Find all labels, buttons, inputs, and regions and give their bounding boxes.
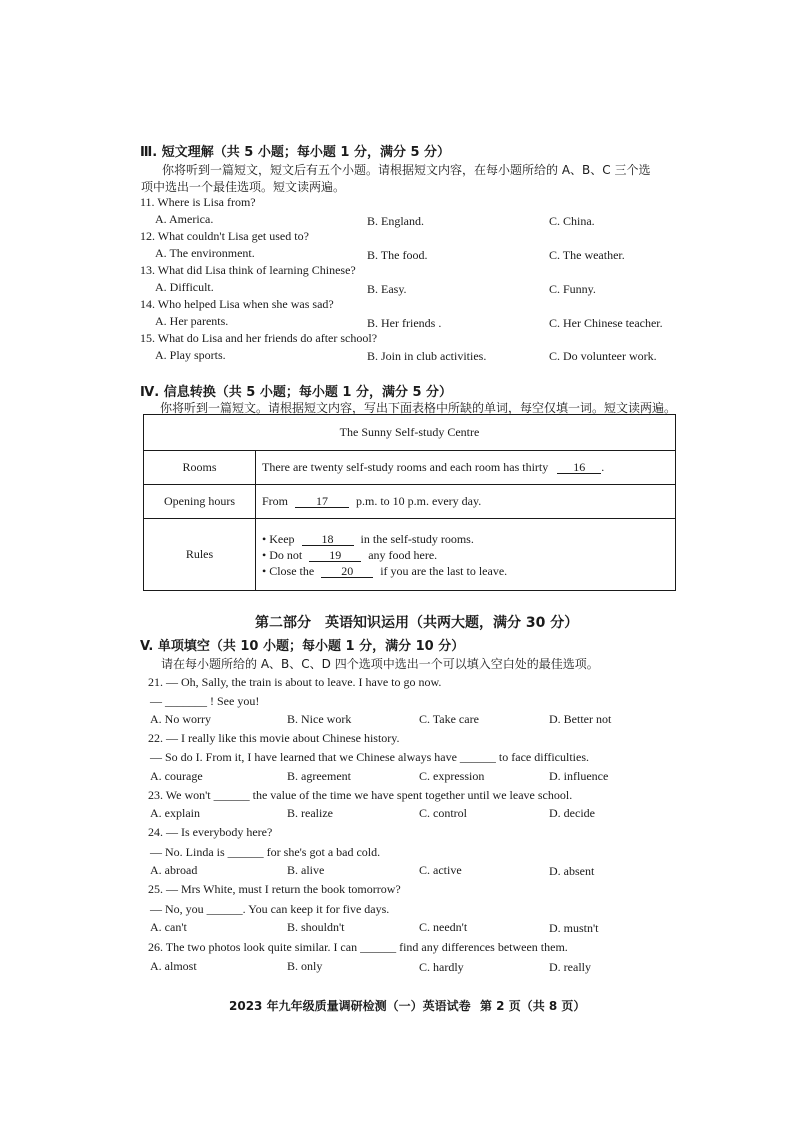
footer-page-number: 第 2 页（共 8 页） [480, 999, 586, 1013]
question-text: 15. What do Lisa and her friends do after school? [140, 331, 378, 345]
rule-3-post: if you are the last to leave. [380, 563, 508, 578]
option-a: A. Play sports. [155, 348, 226, 362]
table-title: The Sunny Self-study Centre [144, 415, 676, 451]
blank-19: 19 [309, 549, 361, 562]
option-a: A. America. [155, 212, 214, 226]
rooms-text: There are twenty self-study rooms and each room has thirty [262, 460, 549, 474]
option-d: D. Better not [549, 712, 612, 726]
option-b: B. realize [287, 806, 333, 820]
rule-3-pre: • Close the [262, 563, 315, 578]
section3-header: Ⅲ. 短文理解（共 5 小题；每小题 1 分，满分 5 分） [140, 145, 451, 160]
rule-1-pre: • Keep [262, 531, 295, 546]
option-b: B. Nice work [287, 712, 352, 726]
option-a: A. Difficult. [155, 280, 214, 294]
option-a: A. No worry [150, 712, 211, 726]
option-c: C. Do volunteer work. [549, 349, 657, 363]
question-line: — No. Linda is ______ for she's got a bad cold. [150, 845, 381, 859]
blank-17: 17 [295, 495, 349, 508]
option-a: A. almost [150, 959, 197, 973]
question-line: — So do I. From it, I have learned that we Chinese always have ______ to face difficulties. [150, 750, 589, 764]
question-line: 26. The two photos look quite similar. I can ______ find any differences between them. [148, 940, 568, 954]
question-line: 25. — Mrs White, must I return the book tomorrow? [148, 882, 401, 896]
option-d: D. absent [549, 864, 595, 878]
question-line: — _______ ! See you! [150, 694, 260, 708]
question-line: 24. — Is everybody here? [148, 825, 273, 839]
section5-instruction: 请在每小题所给的 A、B、C、D 四个选项中选出一个可以填入空白处的最佳选项。 [161, 657, 599, 671]
question-line: 23. We won't ______ the value of the time we have spent together until we leave school. [148, 788, 573, 802]
option-d: D. decide [549, 806, 595, 820]
section4-header: Ⅳ. 信息转换（共 5 小题；每小题 1 分，满分 5 分） [140, 385, 453, 400]
option-b: B. only [287, 959, 323, 973]
option-b: B. shouldn't [287, 920, 345, 934]
option-c: C. Take care [419, 712, 479, 726]
blank-18: 18 [302, 533, 354, 546]
option-a: A. explain [150, 806, 200, 820]
option-c: C. active [419, 863, 462, 877]
option-c: C. control [419, 806, 467, 820]
section3-instruction-1: 你将听到一篇短文，短文后有五个小题。请根据短文内容，在每小题所给的 A、B、C 三个选 [162, 163, 651, 177]
hours-post: p.m. to 10 p.m. every day. [356, 494, 482, 508]
option-b: B. Easy. [367, 282, 407, 296]
info-table [143, 414, 676, 591]
option-a: A. can't [150, 920, 187, 934]
option-d: D. mustn't [549, 921, 599, 935]
section4-instruction: 你将听到一篇短文。请根据短文内容，写出下面表格中所缺的单词，每空仅填一词。短文读两遍。 [160, 401, 677, 415]
option-c: C. China. [549, 214, 595, 228]
option-a: A. abroad [150, 863, 198, 877]
option-c: C. hardly [419, 960, 464, 974]
hours-cell [256, 485, 676, 519]
section3-instruction-2: 项中选出一个最佳选项。短文读两遍。 [141, 180, 346, 194]
option-b: B. The food. [367, 248, 428, 262]
question-text: 13. What did Lisa think of learning Chinese? [140, 263, 356, 277]
rule-2 [262, 547, 669, 563]
option-b: B. alive [287, 863, 325, 877]
option-a: A. courage [150, 769, 203, 783]
question-text: 14. Who helped Lisa when she was sad? [140, 297, 334, 311]
rules-cell [256, 519, 676, 591]
option-a: A. Her parents. [155, 314, 229, 328]
option-c: C. Her Chinese teacher. [549, 316, 663, 330]
hours-pre: From [262, 494, 289, 508]
rule-2-post: any food here. [368, 547, 438, 562]
question-line: 22. — I really like this movie about Chinese history. [148, 731, 400, 745]
rule-2-pre: • Do not [262, 547, 303, 562]
part2-title: 第二部分 英语知识运用（共两大题，满分 30 分） [255, 615, 579, 631]
option-c: C. The weather. [549, 248, 625, 262]
option-c: C. expression [419, 769, 485, 783]
option-b: B. England. [367, 214, 424, 228]
section5-header: V. 单项填空（共 10 小题；每小题 1 分，满分 10 分） [140, 639, 465, 654]
question-line: — No, you ______. You can keep it for five days. [150, 902, 390, 916]
rule-3 [262, 563, 669, 579]
question-line: 21. — Oh, Sally, the train is about to leave. I have to go now. [148, 675, 442, 689]
option-b: B. Her friends . [367, 316, 442, 330]
rooms-label: Rooms [144, 451, 256, 485]
rules-label: Rules [144, 519, 256, 591]
option-d: D. influence [549, 769, 609, 783]
option-c: C. Funny. [549, 282, 596, 296]
rooms-end: . [601, 460, 605, 474]
footer-exam-title: 2023 年九年级质量调研检测（一）英语试卷 [229, 999, 471, 1013]
blank-20: 20 [321, 565, 373, 578]
rule-1-post: in the self-study rooms. [360, 531, 474, 546]
option-d: D. really [549, 960, 591, 974]
option-b: B. Join in club activities. [367, 349, 487, 363]
option-b: B. agreement [287, 769, 351, 783]
option-c: C. needn't [419, 920, 468, 934]
rooms-cell [256, 451, 676, 485]
question-text: 11. Where is Lisa from? [140, 195, 256, 209]
option-a: A. The environment. [155, 246, 255, 260]
question-text: 12. What couldn't Lisa get used to? [140, 229, 309, 243]
hours-label: Opening hours [144, 485, 256, 519]
blank-16: 16 [557, 461, 601, 474]
rule-1 [262, 531, 669, 547]
